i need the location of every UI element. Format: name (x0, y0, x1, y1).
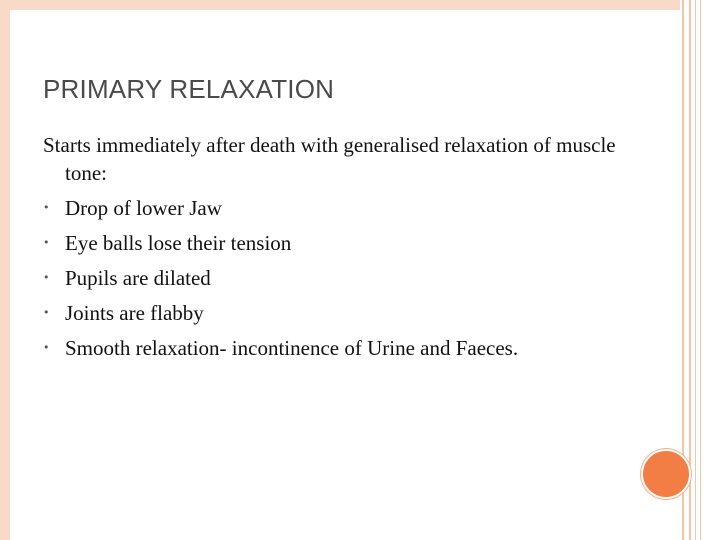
frame-top-band (0, 0, 680, 10)
slide-title: PRIMARY RELAXATION (43, 74, 335, 104)
frame-right-line (689, 0, 691, 540)
bullet-icon: • (43, 306, 50, 319)
bullet-text: Pupils are dilated (65, 266, 211, 290)
bullet-text: Drop of lower Jaw (65, 196, 222, 220)
bullet-item (43, 226, 643, 261)
bullet-list (43, 191, 643, 366)
bullet-icon: • (43, 201, 50, 214)
bullet-item (43, 331, 643, 366)
frame-right-line (700, 0, 701, 540)
bullet-item (43, 296, 643, 331)
bullet-text: Eye balls lose their tension (65, 231, 292, 255)
slide-body (43, 131, 643, 366)
frame-left-band (0, 0, 10, 540)
frame-right-line (695, 0, 696, 540)
accent-circle (641, 449, 691, 499)
bullet-item (43, 261, 643, 296)
bullet-text: Smooth relaxation- incontinence of Urine and Faeces. (65, 336, 519, 360)
intro-text: Starts immediately after death with generalised relaxation of muscle tone: (43, 133, 616, 185)
bullet-icon: • (43, 271, 50, 284)
bullet-text: Joints are flabby (65, 301, 204, 325)
bullet-icon: • (43, 236, 50, 249)
bullet-icon: • (43, 341, 50, 354)
bullet-item (43, 191, 643, 226)
